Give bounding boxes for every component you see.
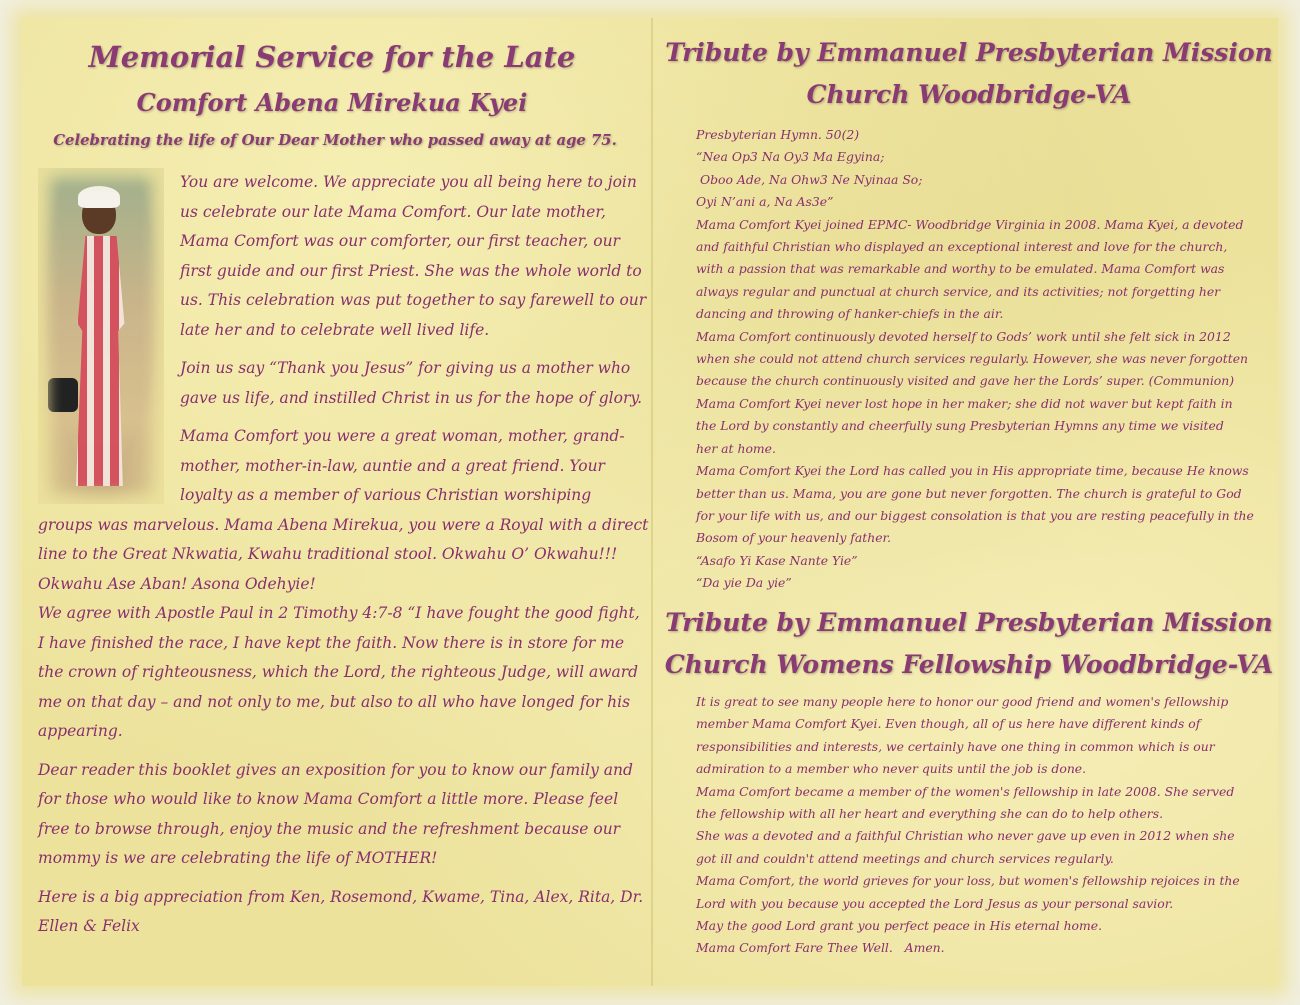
tribute-line: Oboo Ade, Na Ohw3 Ne Nyinaa So; [696,171,923,187]
tribute-line: May the good Lord grant you perfect peace in His eternal home. [696,918,1103,934]
tribute-line: for your life with us, and our biggest consolation is that you are resting peacefully in the [696,507,1254,523]
tribute-line: the Lord by constantly and cheerfully sung Presbyterian Hymns any time we visited [696,418,1224,434]
tribute-line: “Da yie Da yie” [696,575,792,591]
tribute-line: Bosom of your heavenly father. [696,530,892,546]
tribute-line: Mama Comfort became a member of the women's fellowship in late 2008. She served [696,783,1235,799]
tribute-line: because the church continuously visited and gave her the Lords’ super. (Communion) [696,373,1235,389]
tribute-line: and faithful Christian who displayed an exceptional interest and love for the church, [696,239,1228,255]
tribute-line: Lord with you because you accepted the Lord Jesus as your personal savior. [696,895,1174,911]
tribute-line: It is great to see many people here to honor our good friend and women's fellowship [696,694,1229,709]
tribute-line: member Mama Comfort Kyei. Even though, all of us here have different kinds of [696,716,1201,732]
tribute-line: admiration to a member who never quits until the job is done. [696,761,1087,777]
fellowship-tribute-title: Tribute by Emmanuel Presbyterian Mission [665,608,1273,637]
tribute-line: Mama Comfort Fare Thee Well. Amen. [696,940,945,956]
tribute-line: the fellowship with all her heart and everything she can do to help others. [696,806,1164,822]
tribute-line: She was a devoted and a faithful Christian who never gave up even in 2012 when she [696,828,1235,844]
tribute-line: when she could not attend church services regularly. However, she was never forgotten [696,351,1249,367]
mama-comfort-photo [38,168,164,504]
welcome-message [38,168,650,942]
tribute-line: her at home. [696,440,776,456]
church-tribute-title-line2: Church Woodbridge-VA [806,80,1132,109]
tribute-line: dancing and throwing of hanker-chiefs in the air. [696,306,1004,322]
reader-paragraph: Dear reader this booklet gives an exposition for you to know our family and for those who would like to know Mama Comfort a little more. Please feel free to browse through, enjoy the music and the refreshment because our mommy is we are celebrating the life of MOTHER! [38,760,633,867]
deceased-name: Comfort Abena Mirekua Kyei [136,88,528,117]
tribute-line: Presbyterian Hymn. 50(2) [696,127,860,142]
fellowship-tribute-text [696,691,1240,960]
welcome-paragraph: You are welcome. We appreciate you all being here to join us celebrate our late Mama Comfort. Our late mother, Mama Comfort was our comforter, our first teacher, our first guide and our first Priest. She was the whole world to us. This celebration was put together to say farewell to our late her and to celebrate well lived life. [180,173,647,339]
tribute-line: Mama Comfort continuously devoted herself to Gods’ work until she felt sick in 2012 [696,328,1231,344]
tribute-line: “Asafo Yi Kase Nante Yie” [696,552,858,568]
appreciation-paragraph: Here is a big appreciation from Ken, Rosemond, Kwame, Tina, Alex, Rita, Dr. Ellen & Felix [38,887,644,935]
memorial-title: Memorial Service for the Late [88,40,576,74]
tribute-line: better than us. Mama, you are gone but never forgotten. The church is grateful to God [696,485,1242,501]
scripture-paragraph: We agree with Apostle Paul in 2 Timothy 4:7-8 “I have fought the good fight, I have finished the race, I have kept the faith. Now there is in store for me the crown of righteousness, which the Lord, the righteous Judge, will award me on that day – and not only to me, but also to all who have longed for his appearing. [38,604,640,740]
tribute-line: Mama Comfort Kyei never lost hope in her maker; she did not waver but kept faith in [696,395,1233,411]
church-tribute-title: Tribute by Emmanuel Presbyterian Mission [665,38,1273,67]
church-tribute-text [696,124,1254,595]
tribute-line: Oyi N’ani a, Na As3e” [696,194,834,210]
celebration-subtitle: Celebrating the life of Our Dear Mother who passed away at age 75. [53,132,617,149]
tribute-line: Mama Comfort Kyei joined EPMC- Woodbridge Virginia in 2008. Mama Kyei, a devoted [696,216,1244,232]
tribute-line: “Nea Op3 Na Oy3 Ma Egyina; [696,149,885,165]
thanks-paragraph: Join us say “Thank you Jesus” for giving us a mother who gave us life, and instilled Christ in us for the hope of glory. [180,359,642,407]
tribute-line: Mama Comfort Kyei the Lord has called you in His appropriate time, because He knows [696,463,1249,479]
tribute-line: responsibilities and interests, we certainly have one thing in common which is our [696,738,1215,754]
tribute-line: always regular and punctual at church service, and its activities; not forgetting her [696,283,1221,299]
page-fold [651,18,653,986]
tribute-paragraph: Mama Comfort you were a great woman, mother, grand-mother, mother-in-law, auntie and a great friend. Your loyalty as a member of various Christian worshiping groups was marvelous. Mama Abena Mirekua, you were a Royal with a direct line to the Great Nkwatia, Kwahu traditional stool. Okwahu O’ Okwahu!!! Okwahu Ase Aban! Asona Odehyie! [38,427,649,593]
tribute-line: Mama Comfort, the world grieves for your loss, but women's fellowship rejoices in the [696,873,1240,889]
fellowship-tribute-title-line2: Church Womens Fellowship Woodbridge-VA [664,650,1274,679]
tribute-line: with a passion that was remarkable and worthy to be emulated. Mama Comfort was [696,261,1225,277]
tribute-line: got ill and couldn't attend meetings and church services regularly. [696,850,1114,866]
